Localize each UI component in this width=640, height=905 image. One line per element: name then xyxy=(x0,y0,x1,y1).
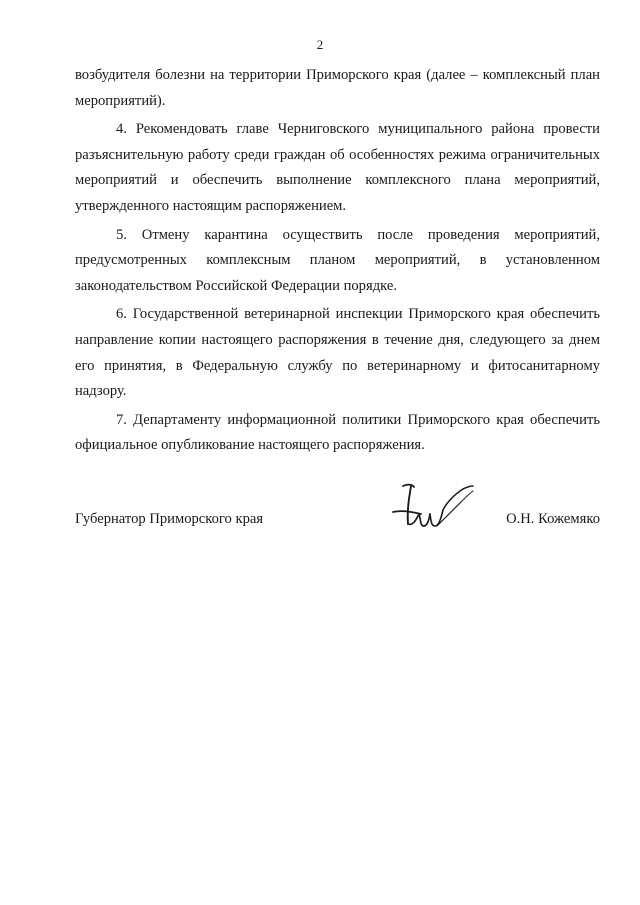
paragraph-item-6: 6. Государственной ветеринарной инспекции Приморского края обеспечить направление копии настоящего распоряжения в течение дня, следующего за днем его принятия, в Федеральную службу по ветеринарному и фитосанитарному надзору. xyxy=(75,306,600,400)
signatory-name: О.Н. Кожемяко xyxy=(506,511,600,527)
paragraph-item-7: 7. Департаменту информационной политики Приморского края обеспечить официальное опубликование настоящего распоряжения. xyxy=(75,411,600,454)
document-body xyxy=(75,63,600,462)
paragraph-continuation: возбудителя болезни на территории Приморского края (далее – комплексный план мероприятий). xyxy=(75,67,600,109)
signatory-title: Губернатор Приморского края xyxy=(75,511,264,527)
paragraph-item-4: 4. Рекомендовать главе Черниговского муниципального района провести разъяснительную работу среди граждан об особенностях режима ограничительных мероприятий и обеспечить выполнение комплексного плана мероприятий, утвержденного настоящим распоряжением. xyxy=(75,121,600,214)
handwritten-signature xyxy=(381,480,491,538)
page-number: 2 xyxy=(316,37,324,52)
paragraph-item-5: 5. Отмену карантина осуществить после проведения мероприятий, предусмотренных комплексным планом мероприятий, в установленном законодательством Российской Федерации порядке. xyxy=(75,226,600,294)
signature-block xyxy=(75,494,600,544)
